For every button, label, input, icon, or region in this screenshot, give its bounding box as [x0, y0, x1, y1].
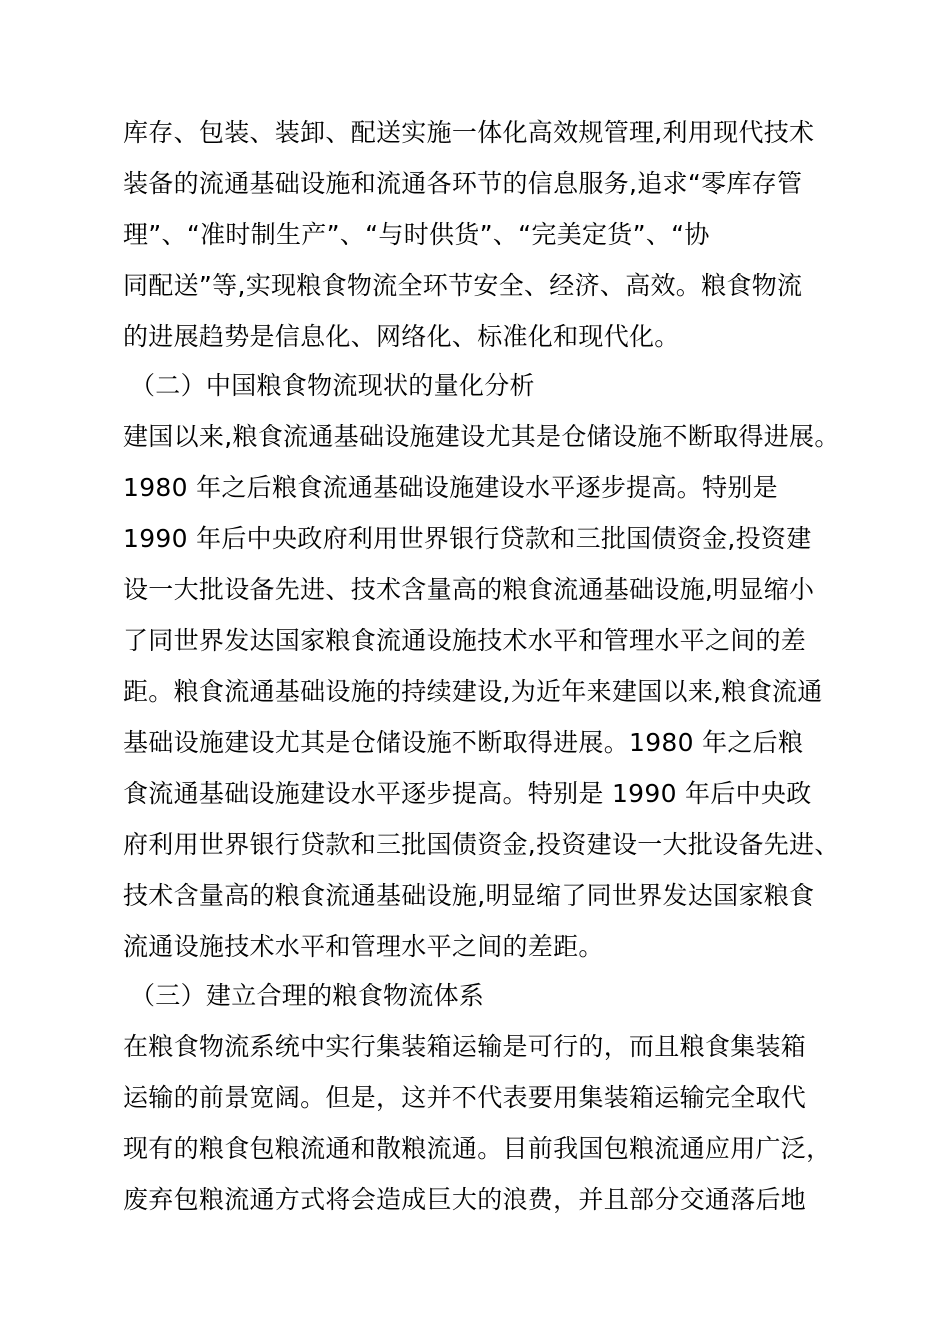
body-text-line: 了同世界发达国家粮食流通设施技术水平和管理水平之间的差 [123, 626, 807, 655]
body-text-line: 技术含量高的粮食流通基础设施,明显缩了同世界发达国家粮食 [123, 881, 815, 910]
body-text-line: 的进展趋势是信息化、网络化、标准化和现代化。 [123, 322, 680, 351]
body-text-line: 食流通基础设施建设水平逐步提高。特别是 1990 年后中央政 [123, 779, 812, 808]
body-text-line: 1990 年后中央政府利用世界银行贷款和三批国债资金,投资建 [123, 524, 812, 553]
body-text-line: 基础设施建设尤其是仓储设施不断取得进展。1980 年之后粮 [123, 728, 804, 757]
body-text-line: 在粮食物流系统中实行集装箱运输是可行的，而且粮食集装箱 [123, 1032, 807, 1061]
body-text-line: 设一大批设备先进、技术含量高的粮食流通基础设施,明显缩小 [123, 575, 815, 604]
body-text-line: 运输的前景宽阔。但是，这并不代表要用集装箱运输完全取代 [123, 1083, 807, 1112]
body-text-line: 距。粮食流通基础设施的持续建设,为近年来建国以来,粮食流通 [123, 677, 823, 706]
body-text-line: 同配送”等,实现粮食物流全环节安全、经济、高效。粮食物流 [123, 271, 803, 300]
body-text-line: 流通设施技术水平和管理水平之间的差距。 [123, 932, 604, 961]
body-text-line: 废弃包粮流通方式将会造成巨大的浪费，并且部分交通落后地 [123, 1185, 807, 1214]
body-text-line: 装备的流通基础设施和流通各环节的信息服务,追求“零库存管 [123, 169, 803, 198]
body-text-line: 现有的粮食包粮流通和散粮流通。目前我国包粮流通应用广泛， [123, 1134, 832, 1163]
body-text-line: 理”、“准时制生产”、“与时供货”、“完美定货”、“协 [123, 220, 710, 249]
body-text-line: 府利用世界银行贷款和三批国债资金,投资建设一大批设备先进、 [123, 830, 840, 859]
body-text-line: 库存、包装、装卸、配送实施一体化高效规管理,利用现代技术 [123, 118, 815, 147]
section-heading: （二）中国粮食物流现状的量化分析 [130, 371, 535, 400]
section-heading: （三）建立合理的粮食物流体系 [130, 981, 485, 1010]
body-text-line: 1980 年之后粮食流通基础设施建设水平逐步提高。特别是 [123, 473, 778, 502]
body-text-line: 建国以来,粮食流通基础设施建设尤其是仓储设施不断取得进展。 [123, 422, 840, 451]
